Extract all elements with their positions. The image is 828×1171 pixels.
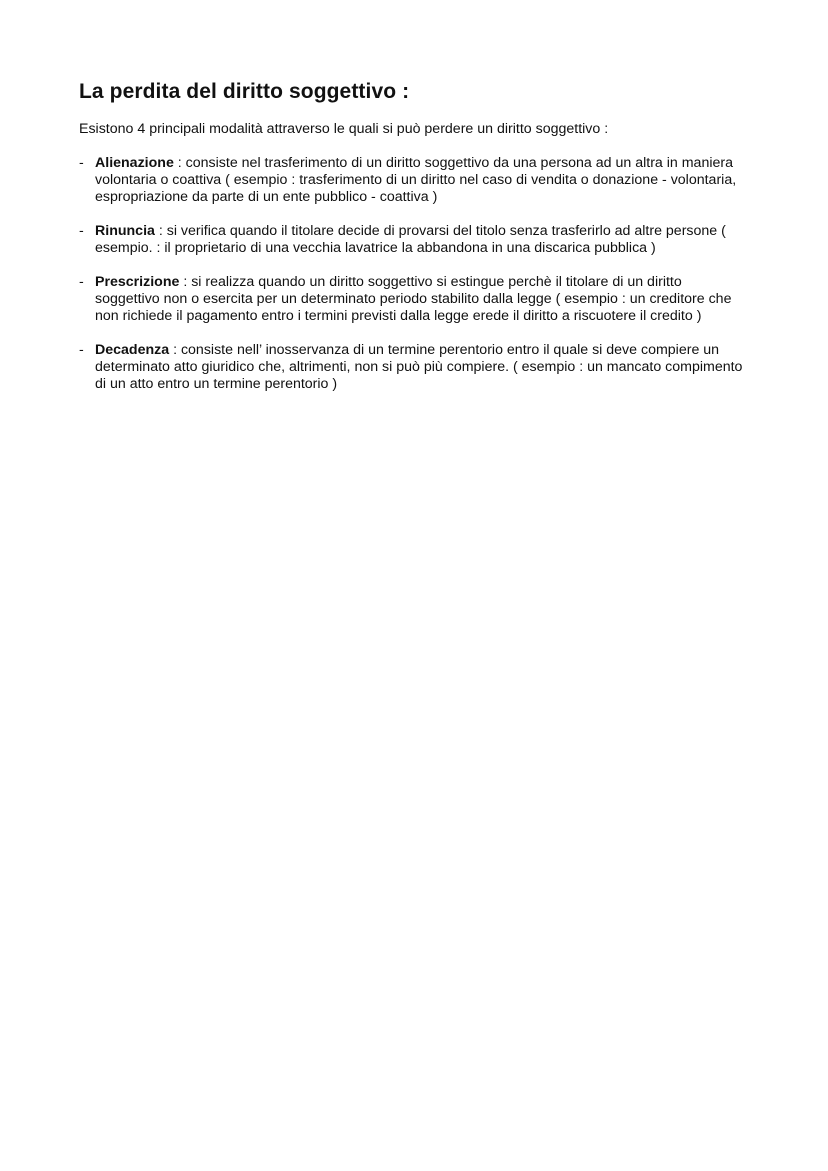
item-description: : si verifica quando il titolare decide di provarsi del titolo senza trasferirlo ad altre persone ( esempio. : il proprietario di una vecchia lavatrice la abbandona in una discarica pubblica ) <box>95 223 726 256</box>
item-term: Alienazione <box>95 155 174 171</box>
item-description: : consiste nel trasferimento di un diritto soggettivo da una persona ad un altra in maniera volontaria o coattiva ( esempio : trasferimento di un diritto nel caso di vendita o donazione - volontaria, espropriazione da parte di un ente pubblico - coattiva ) <box>95 155 737 205</box>
item-term: Decadenza <box>95 342 170 358</box>
page-title: La perdita del diritto soggettivo : <box>79 80 410 103</box>
list-item-rinuncia <box>79 223 749 257</box>
bullet-dash: - <box>79 223 84 239</box>
bullet-dash: - <box>79 274 84 290</box>
list-item-alienazione <box>79 155 749 206</box>
item-term: Prescrizione <box>95 274 180 290</box>
bullet-dash: - <box>79 342 84 358</box>
modalities-list <box>79 155 749 410</box>
item-description: : consiste nell’ inosservanza di un termine perentorio entro il quale si deve compiere un determinato atto giuridico che, altrimenti, non si può più compiere. ( esempio : un mancato compimento di un atto entro un termine perentorio ) <box>95 342 743 392</box>
item-description: : si realizza quando un diritto soggettivo si estingue perchè il titolare di un diritto soggettivo non o esercita per un determinato periodo stabilito dalla legge ( esempio : un creditore che non richiede il pagamento entro i termini previsti dalla legge erede il diritto a riscuotere il credito ) <box>95 274 732 324</box>
intro-paragraph: Esistono 4 principali modalità attraverso le quali si può perdere un diritto soggettivo : <box>79 121 609 137</box>
item-term: Rinuncia <box>95 223 155 239</box>
list-item-decadenza <box>79 342 749 393</box>
bullet-dash: - <box>79 155 84 171</box>
list-item-prescrizione <box>79 274 749 325</box>
